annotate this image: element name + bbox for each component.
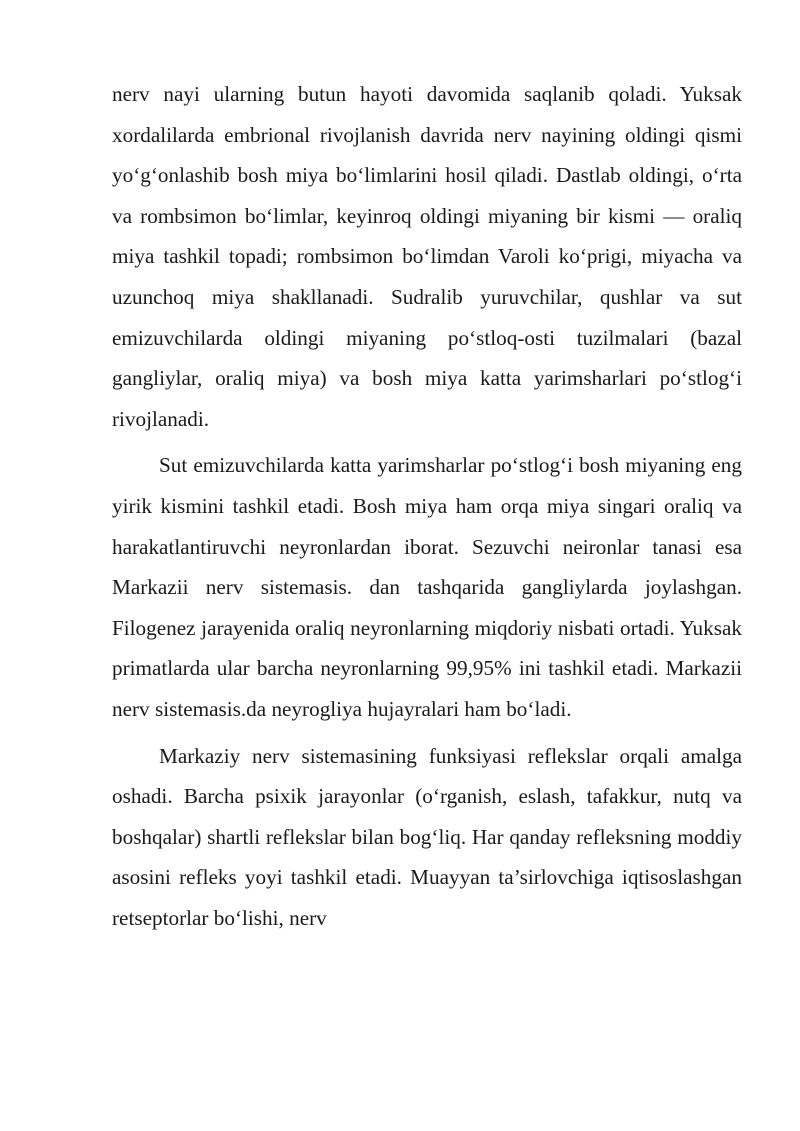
paragraph-3: Markaziy nerv sistemasining funksiyasi reflekslar orqali amalga oshadi. Barcha psixik jarayonlar (o‘rganish, eslash, tafakkur, nutq va boshqalar) shartli reflekslar bilan bog‘liq. Har qanday refleksning moddiy asosini refleks yoyi tashkil etadi. Muayyan ta’sirlovchiga iqtisoslashgan retseptorlar bo‘lishi, nerv [112,743,742,930]
paragraph-1: nerv nayi ularning butun hayoti davomida saqlanib qoladi. Yuksak xordalilarda embrional rivojlanish davrida nerv nayining oldingi qismi yo‘g‘onlashib bosh miya bo‘limlarini hosil qiladi. Dastlab oldingi, o‘rta va rombsimon bo‘limlar, keyinroq oldingi miyaning bir kismi — oraliq miya tashkil topadi; rombsimon bo‘limdan Varoli ko‘prigi, miyacha va uzunchoq miya shakllanadi. Sudralib yuruvchilar, qushlar va sut emizuvchilarda oldingi miyaning po‘stloq-osti tuzilmalari (bazal gangliylar, oraliq miya) va bosh miya katta yarimsharlari po‘stlog‘i rivojlanadi. [112,82,742,431]
document-page [112,74,742,938]
paragraph-2: Sut emizuvchilarda katta yarimsharlar po‘stlog‘i bosh miyaning eng yirik kismini tashkil etadi. Bosh miya ham orqa miya singari oraliq va harakatlantiruvchi neyronlardan iborat. Sezuvchi neironlar tanasi esa Markazii nerv sistemasis. dan tashqarida gangliylarda joylashgan. Filogenez jarayenida oraliq neyronlarning miqdoriy nisbati ortadi. Yuksak primatlarda ular barcha neyronlarning 99,95% ini tashkil etadi. Markazii nerv sistemasis.da neyrogliya hujayralari ham bo‘ladi. [112,453,742,721]
